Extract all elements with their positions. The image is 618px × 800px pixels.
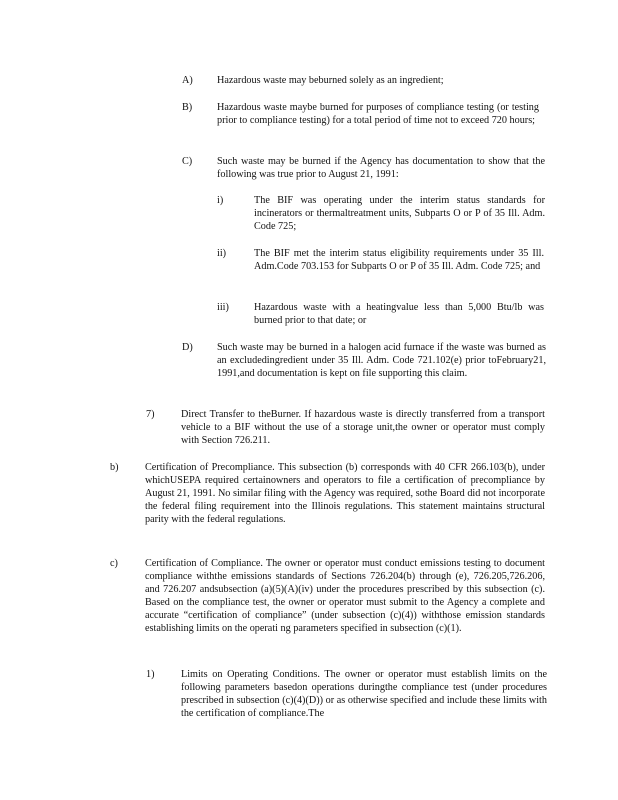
item-label: B) <box>182 102 193 113</box>
item-label: 1) <box>146 669 155 680</box>
item-label: 7) <box>146 409 155 420</box>
item-text: The BIF was operating under the interim status standards for incinerators or thermaltreatment units, Subparts O or P of 35 Ill. Adm. Code 725; <box>254 195 545 233</box>
item-text: Hazardous waste with a heatingvalue less than 5,000 Btu/lb was burned prior to that date; or <box>254 302 544 327</box>
item-text: Hazardous waste maybe burned for purposes of compliance testing (or testing prior to compliance testing) for a total period of time not to exceed 720 hours; <box>217 102 539 127</box>
item-label: i) <box>217 195 224 206</box>
item-text: Such waste may be burned if the Agency has documentation to show that the following was true prior to August 21, 1991: <box>217 156 545 181</box>
item-label: D) <box>182 342 193 353</box>
item-label: c) <box>110 558 118 569</box>
item-text: Certification of Compliance. The owner or operator must conduct emissions testing to document compliance withthe emissions standards of Sections 726.204(b) through (e), 726.205,726.206, and 726.207 andsubsection (a)(5)(A)(iv) under the procedures prescribed by this subsection (c). Based on the compliance test, the owner or operator must submit to the Agency a complete and accurate “certification of compliance” (under subsection (c)(4)) withthose emission standards establishing limits on the operati ng parameters specified in subsection (c)(1). <box>145 558 545 635</box>
item-text: Such waste may be burned in a halogen acid furnace if the waste was burned as an excludedingredient under 35 Ill. Adm. Code 721.102(e) prior toFebruary21, 1991,and documentation is kept on file supporting this claim. <box>217 342 546 380</box>
item-text: Certification of Precompliance. This subsection (b) corresponds with 40 CFR 266.103(b), under whichUSEPA required certainowners and operators to file a certification of precompliance by August 21, 1991. No similar filing with the Agency was required, sothe Board did not incorporate the federal filing requirement into the Illinois regulations. This statement maintains structural parity with the federal regulations. <box>145 462 545 526</box>
item-label: C) <box>182 156 193 167</box>
item-label: A) <box>182 75 193 86</box>
item-text: The BIF met the interim status eligibility requirements under 35 Ill. Adm.Code 703.153 for Subparts O or P of 35 Ill. Adm. Code 725; and <box>254 248 544 273</box>
item-label: b) <box>110 462 119 473</box>
item-text: Direct Transfer to theBurner. If hazardous waste is directly transferred from a transport vehicle to a BIF without the use of a storage unit,the owner or operator must comply with Section 726.211. <box>181 409 545 447</box>
item-label: iii) <box>217 302 229 313</box>
item-text: Hazardous waste may beburned solely as an ingredient; <box>217 75 444 86</box>
item-text: Limits on Operating Conditions. The owner or operator must establish limits on the following parameters basedon operations duringthe compliance test (under procedures prescribed in subsection (c)(4)(D)) or as otherwise specified and include these limits with the certification of compliance.The <box>181 669 547 720</box>
item-label: ii) <box>217 248 227 259</box>
